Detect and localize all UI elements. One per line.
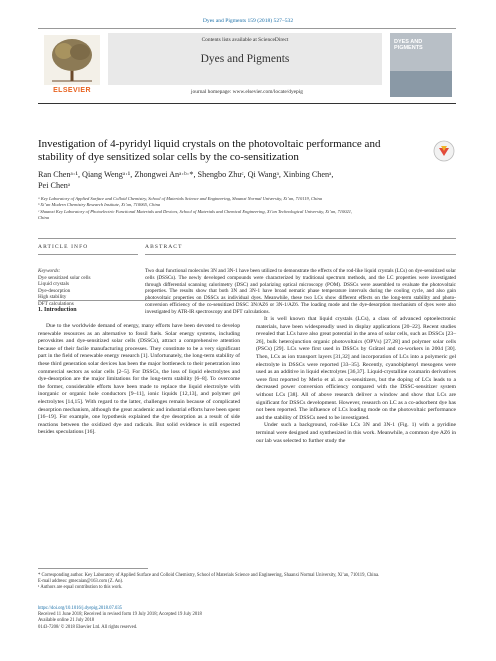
footnote-email[interactable]: E-mail address: gmecaian@163.com (Z. An). — [38, 579, 124, 585]
keyword-item: Liquid crystals — [38, 281, 69, 287]
journal-homepage[interactable]: journal homepage: www.elsevier.com/locate/dyepig — [191, 89, 303, 95]
keyword-item: DFT calculations — [38, 300, 74, 307]
affiliation-b: ᵇ Xi’an Modern Chemistry Research Institute, Xi’an, 710065, China — [38, 202, 161, 208]
affiliations — [38, 196, 456, 221]
keywords-block — [38, 268, 138, 307]
divider-top — [38, 238, 456, 239]
online-date: Available online 21 July 2018 — [38, 618, 95, 624]
authors-line-2: Pei Chenᵃ — [38, 181, 71, 190]
article-info-heading: ARTICLE INFO — [38, 244, 89, 250]
journal-reference[interactable]: Dyes and Pigments 159 (2018) 527–532 — [202, 18, 294, 24]
footnote-rule — [38, 568, 148, 569]
divider-abstract — [145, 254, 456, 255]
paragraph: Due to the worldwide demand of energy, many efforts have been devoted to develop renewable resources as an alternative to fossil fuels. Solar energy systems, including perovskites and dye-sensitized solar cells (DSSCs), attract a comprehensive attention because of their facile manufacturing processes. They constitute to be a very significant part in the field of renewable energy research [1]. Unfortunately, the long-term stability of these third generation solar devices has been the major bottleneck to their penetration into commercial sectors as solar cells [2–5]. For DSSCs, the loss of liquid electrolytes and dye-desorption are the major limitations for the long-term stability [6–8]. To overcome the former, considerable efforts have been made to replace the liquid electrolyte with inorganic or organic hole conductors [9–11], ionic liquids [12,13], and polymer gel electrolytes [14,15]. With regard to the latter, challenges remain because of complicated desorption mechanism, although the great academic and industrial efforts have been spent [16–19]. For example, one hypothesis explained the dye desorption as a result of side reactions between the oxidized dye and radicals. But solid evidence is still expected besides speculations [16]. — [38, 323, 240, 436]
keyword-item: Dye sensitized solar cells — [38, 274, 91, 281]
cover-band — [390, 71, 452, 97]
paragraph: It is well known that liquid crystals (LCs), a class of advanced optoelectronic materials, have been widespreadly used in display applications [20–22]. Recent studies revealed that LCs have also great potential in the area of solar cells, such as DSSCs [23–26], bulk heterojunction organic photovoltaics (OPVs) [27,28] and polymer solar cells (PSCs) [29]. LCs were first used in DSSCs by Grätzel and co-workers in 2004 [30]. Then, LCs as ion transport layers [31,32] and incorporation of LCs into a polymeric gel electrolyte in DSSCs were reported [33–35]. Recently, cyanobiphenyl mesogens were used as an additive in liquid electrolytes [36,37]. Liquid-crystalline coumarin derivatives were first reported by Merlo et al. as co-sensitizers, but the doping of LCs leads to a decreased power conversion efficiency compared with the DSSC-sensitizer system without LCs [38]. All of above research deliver a window and show that LCs are significant for DSSCs development. However, research on LC as a co-adsorbent dye has not been reported. The influence of LCs loading mode on the photovoltaic performance and the stability of DSSCs need to be investigated. — [256, 316, 456, 421]
doi-link[interactable]: https://doi.org/10.1016/j.dyepig.2018.07.035 — [38, 606, 123, 611]
affiliation-a: ᵃ Key Laboratory of Applied Surface and Colloid Chemistry, School of Materials Science and Engineering, Shaanxi Normal University, Xi’an, 710119, China — [38, 196, 322, 201]
contents-line[interactable]: Contents lists available at ScienceDirect — [201, 37, 289, 43]
footnote-corresponding: * Corresponding author. Key Laboratory of Applied Surface and Colloid Chemistry, School of Materials Science and Engineering, Shaanxi Normal University, Xi’an, 710119, China. — [38, 573, 380, 578]
journal-banner — [108, 33, 382, 85]
keywords-label: Keywords: — [38, 268, 61, 274]
footnotes — [38, 573, 456, 592]
keyword-item: Dye-desorption — [38, 287, 71, 294]
article-title: Investigation of 4-pyridyl liquid crystals on the photovoltaic performance and stability of dye sensitized solar cells by the co-sensitization — [38, 138, 381, 163]
divider-info — [38, 254, 138, 255]
authors-line-1: Ran Chenᵃ·¹, Qiang Wengᵃ·¹, Zhongwei Anᵃ·ᵇ·*, Shengbo Zhuᶜ, Qi Wangᵃ, Xinbing Chenᵃ, — [38, 170, 334, 179]
body-column-left — [38, 323, 240, 437]
section-heading-introduction: 1. Introduction — [38, 307, 77, 313]
journal-cover — [390, 33, 452, 97]
author-list — [38, 169, 438, 191]
abstract-body: Two dual functional molecules 3N and 3N-1 have been utilized to demonstrate the effects of the rod-like liquid crystals (LCs) on dye-sensitized solar cells (DSSCs). The newly developed compounds were characterized by traditional spectrum methods, and the LC properties were investigated through differential scanning calorimetry (DSC) and polarizing optical microscopy (POM). DSSCs were assembled to evaluate the photovoltaic properties. The results show that both 3N and 3N-1 have broad nematic phase temperature intervals during the cooling cycle, and also gain photovoltaic properties on DSSCs as individual dyes. Meanwhile, these two LCs show different effects on the long-term stability and photo-conversion efficiency of the co-sensitized DSSC 3N/AZ6 or 3N-1/AZ6. The loading mode and the dye-desorption mechanism of dyes were also investigated by ATR-IR spectroscopy and DFT calculations. — [145, 268, 456, 315]
journal-title: Dyes and Pigments — [200, 53, 290, 65]
paragraph: Under such a background, rod-like LCs 3N and 3N-1 (Fig. 1) with a pyridine terminal were designed and synthesized in this work. Meanwhile, a common dye AZ6 in our lab was selected to further study the — [256, 422, 456, 444]
publication-info — [38, 606, 456, 631]
cover-title: DYES AND PIGMENTS — [394, 39, 423, 51]
keyword-item: High stability — [38, 294, 67, 300]
affiliation-c-cont: China — [38, 214, 50, 220]
copyright: 0143-7208/ © 2018 Elsevier Ltd. All rights reserved. — [38, 624, 138, 630]
body-column-right — [256, 316, 456, 445]
divider-body — [38, 300, 456, 301]
masthead — [38, 28, 456, 104]
elsevier-tree-logo — [42, 33, 102, 87]
received-dates: Received 11 June 2018; Received in revised form 19 July 2018; Accepted 19 July 2018 — [38, 612, 202, 618]
affiliation-c: ᶜ Shaanxi Key Laboratory of Photoelectric Functional Materials and Devices, School of Materials and Chemical Engineering, Xi’an Technological University, Xi’an, 710021, — [38, 208, 353, 214]
footnote-equal: ¹ Authors are equal contribution to this work. — [38, 585, 123, 591]
crossmark-icon[interactable] — [433, 140, 455, 162]
publisher-name: ELSEVIER — [53, 87, 91, 94]
abstract-heading: ABSTRACT — [145, 244, 183, 250]
